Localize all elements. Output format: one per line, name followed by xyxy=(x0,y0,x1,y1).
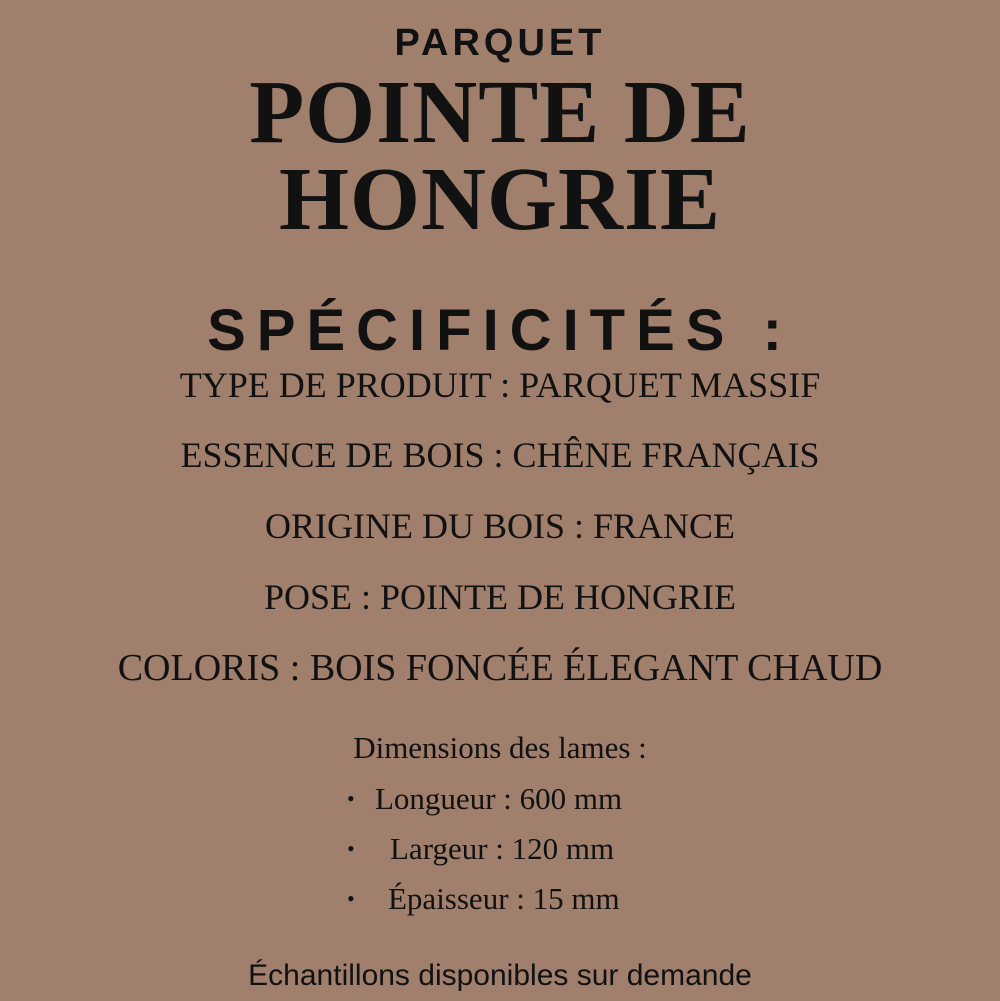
dimension-length xyxy=(0,778,1000,820)
product-title-line-1: POINTE DE xyxy=(249,63,751,162)
spec-wood-species: ESSENCE DE BOIS : CHÊNE FRANÇAIS xyxy=(180,435,820,475)
spec-product-type: TYPE DE PRODUIT : PARQUET MASSIF xyxy=(179,365,821,405)
product-category: PARQUET xyxy=(394,22,606,64)
dimension-thickness-text: Épaisseur : 15 mm xyxy=(388,881,620,916)
bullet-icon: • xyxy=(347,786,355,811)
spec-laying-pattern: POSE : POINTE DE HONGRIE xyxy=(264,577,736,617)
specifications-heading: SPÉCIFICITÉS : xyxy=(207,298,793,363)
dimension-length-text: Longueur : 600 mm xyxy=(375,781,623,816)
product-title-line-2: HONGRIE xyxy=(278,150,722,249)
bullet-icon: • xyxy=(347,836,355,861)
bullet-icon: • xyxy=(347,886,355,911)
dimension-width xyxy=(0,828,1000,870)
spec-color: COLORIS : BOIS FONCÉE ÉLEGANT CHAUD xyxy=(117,647,883,689)
dimension-thickness xyxy=(0,878,1000,920)
dimension-width-text: Largeur : 120 mm xyxy=(390,831,615,866)
samples-note: Échantillons disponibles sur demande xyxy=(248,959,752,992)
spec-wood-origin: ORIGINE DU BOIS : FRANCE xyxy=(264,506,736,546)
dimensions-heading: Dimensions des lames : xyxy=(353,730,647,765)
